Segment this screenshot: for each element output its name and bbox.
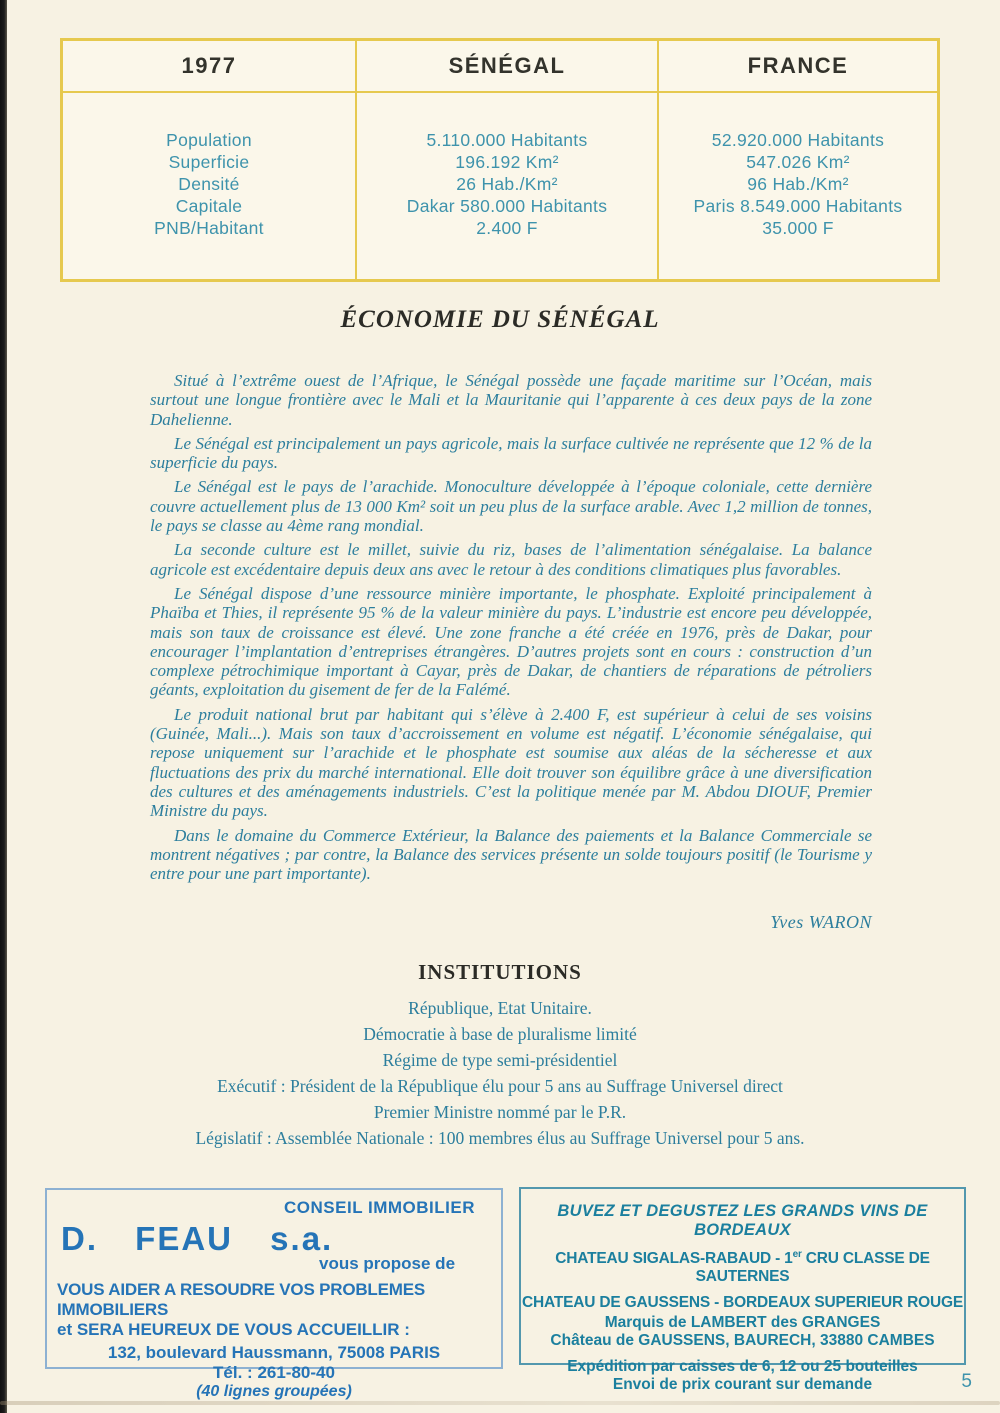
vins-chateau-sigalas-rest: CRU CLASSE DE SAUTERNES bbox=[695, 1250, 930, 1286]
france-capitale: Paris 8.549.000 Habitants bbox=[693, 196, 903, 216]
article-body bbox=[150, 371, 872, 888]
france-densite: 96 Hab./Km² bbox=[747, 174, 849, 194]
france-superficie: 547.026 Km² bbox=[746, 152, 850, 172]
article-paragraph: Le Sénégal est le pays de l’arachide. Monoculture développée à l’époque coloniale, cette dernière couvre actuellement plus de 13 000 Km² soit un peu plus de la surface arable. Avec 1,2 million de tonnes, le pays se classe au 4ème rang mondial. bbox=[150, 477, 872, 536]
institution-line: République, Etat Unitaire. bbox=[408, 998, 592, 1018]
table-header-row bbox=[63, 41, 937, 93]
institution-line: Régime de type semi-présidentiel bbox=[382, 1050, 618, 1070]
row-label-densite: Densité bbox=[178, 174, 240, 194]
article-paragraph: Le Sénégal dispose d’une ressource minière importante, le phosphate. Exploité principalement à Phaïba et Thies, il représente 95 % de la valeur minière du pays. L’industrie est encore peu développée, mais son taux de croissance est élevé. Une zone franche a été créée en 1976, près de Dakar, pour encourager l’implantation d’entreprises étrangères. D’autres projets sont en cours : construction d’un complexe pétrochimique important à Cayar, près de Dakar, de chantiers de réparations de pétroliers géants, exploitation du gisement de fer de la Falémé. bbox=[150, 583, 872, 700]
vins-chateau-sigalas-mid: - 1 bbox=[770, 1250, 793, 1268]
institutions-section bbox=[0, 960, 1000, 1151]
feau-phone-note: (40 lignes groupées) bbox=[196, 1383, 352, 1400]
institutions-title: INSTITUTIONS bbox=[418, 960, 582, 984]
senegal-densite: 26 Hab./Km² bbox=[456, 174, 558, 194]
article-paragraph: La seconde culture est le millet, suivie du riz, bases de l’alimentation sénégalaise. La balance agricole est excédentaire depuis deux ans avec le retour à des conditions climatiques plus favorables. bbox=[150, 540, 872, 579]
feau-line1: VOUS AIDER A RESOUDRE VOS PROBLEMES IMMOBILIERS bbox=[57, 1280, 425, 1319]
row-label-pnb: PNB/Habitant bbox=[154, 218, 264, 238]
vins-headline: BUVEZ ET DEGUSTEZ LES GRANDS VINS DE BORDEAUX bbox=[557, 1202, 928, 1239]
table-header-france: FRANCE bbox=[747, 53, 849, 78]
row-label-capitale: Capitale bbox=[175, 196, 243, 216]
ad-vins-bordeaux bbox=[519, 1187, 966, 1394]
france-population: 52.920.000 Habitants bbox=[711, 130, 885, 150]
senegal-superficie: 196.192 Km² bbox=[455, 152, 559, 172]
feau-tagline-top: CONSEIL IMMOBILIER bbox=[284, 1198, 475, 1217]
vins-marquis: Marquis de LAMBERT des GRANGES bbox=[604, 1314, 881, 1332]
vins-chateau-gaussens: CHATEAU DE GAUSSENS - BORDEAUX SUPERIEUR ROUGE bbox=[522, 1294, 963, 1312]
table-header-year: 1977 bbox=[63, 41, 357, 91]
article-title: ÉCONOMIE DU SÉNÉGAL bbox=[340, 306, 660, 333]
feau-tagline-sub: vous propose de bbox=[319, 1254, 456, 1273]
scan-edge-artifact bbox=[0, 0, 7, 1413]
feau-phone: Tél. : 261-80-40 bbox=[213, 1363, 335, 1382]
institution-line: Exécutif : Président de la République élu pour 5 ans au Suffrage Universel direct bbox=[217, 1076, 783, 1096]
vins-prix-courant: Envoi de prix courant sur demande bbox=[612, 1376, 873, 1394]
vins-chateau-sigalas-name: CHATEAU SIGALAS-RABAUD bbox=[555, 1250, 771, 1268]
table-body-row bbox=[63, 93, 937, 279]
institution-line: Législatif : Assemblée Nationale : 100 membres élus au Suffrage Universel pour 5 ans. bbox=[195, 1128, 805, 1148]
table-header-senegal: SÉNÉGAL bbox=[357, 41, 659, 91]
vins-chateau-sigalas bbox=[521, 1249, 964, 1286]
row-label-superficie: Superficie bbox=[168, 152, 250, 172]
feau-brand: D. FEAU s.a. bbox=[61, 1220, 334, 1257]
author-signature: Yves WARON bbox=[770, 912, 872, 932]
scan-bottom-shadow bbox=[0, 1401, 1000, 1405]
institution-line: Démocratie à base de pluralisme limité bbox=[363, 1024, 637, 1044]
page-number: 5 bbox=[961, 1371, 972, 1392]
france-pnb: 35.000 F bbox=[762, 218, 834, 238]
vins-expedition: Expédition par caisses de 6, 12 ou 25 bouteilles bbox=[567, 1358, 918, 1376]
article-paragraph: Situé à l’extrême ouest de l’Afrique, le Sénégal possède une façade maritime sur l’Océan, mais surtout une longue frontière avec le Mali et la Mauritanie qui l’apparente à ces deux pays de la zone Dahelienne. bbox=[150, 371, 872, 429]
article-paragraph: Le produit national brut par habitant qui s’élève à 2.400 F, est supérieur à celui de ses voisins (Guinée, Mali...). Mais son taux d’accroissement en volume est négatif. L’économie sénégalaise, qui repose uniquement sur l’arachide et le phosphate est soumise aux aléas de la sécheresse et aux fluctuations des prix du marché international. Elle doit trouver son équilibre grâce à une diversification des cultures et des aménagements industriels. C’est la politique menée par M. Abdou DIOUF, Premier Ministre du pays. bbox=[150, 704, 872, 821]
feau-address: 132, boulevard Haussmann, 75008 PARIS bbox=[107, 1343, 441, 1362]
country-comparison-table bbox=[60, 38, 940, 282]
senegal-population: 5.110.000 Habitants bbox=[426, 130, 588, 150]
senegal-capitale: Dakar 580.000 Habitants bbox=[406, 196, 608, 216]
article-paragraph: Le Sénégal est principalement un pays agricole, mais la surface cultivée ne représente que 12 % de la superficie du pays. bbox=[150, 433, 872, 473]
institution-line: Premier Ministre nommé par le P.R. bbox=[373, 1102, 627, 1122]
vins-chateau-address: Château de GAUSSENS, BAURECH, 33880 CAMBES bbox=[550, 1332, 935, 1350]
row-label-population: Population bbox=[166, 130, 252, 150]
feau-line2: et SERA HEUREUX DE VOUS ACCUEILLIR : bbox=[57, 1320, 410, 1339]
table-column-labels bbox=[63, 93, 357, 279]
vins-chateau-sigalas-sup: er bbox=[792, 1249, 802, 1260]
ad-feau-immobilier bbox=[45, 1188, 503, 1400]
table-column-france bbox=[659, 93, 937, 279]
senegal-pnb: 2.400 F bbox=[476, 218, 538, 238]
table-column-senegal bbox=[357, 93, 659, 279]
article-paragraph: Dans le domaine du Commerce Extérieur, la Balance des paiements et la Balance Commerciale se montrent négatives ; par contre, la Balance des services présente un solde toujours positif (le Tourisme y entre pour une part importante). bbox=[150, 825, 872, 884]
